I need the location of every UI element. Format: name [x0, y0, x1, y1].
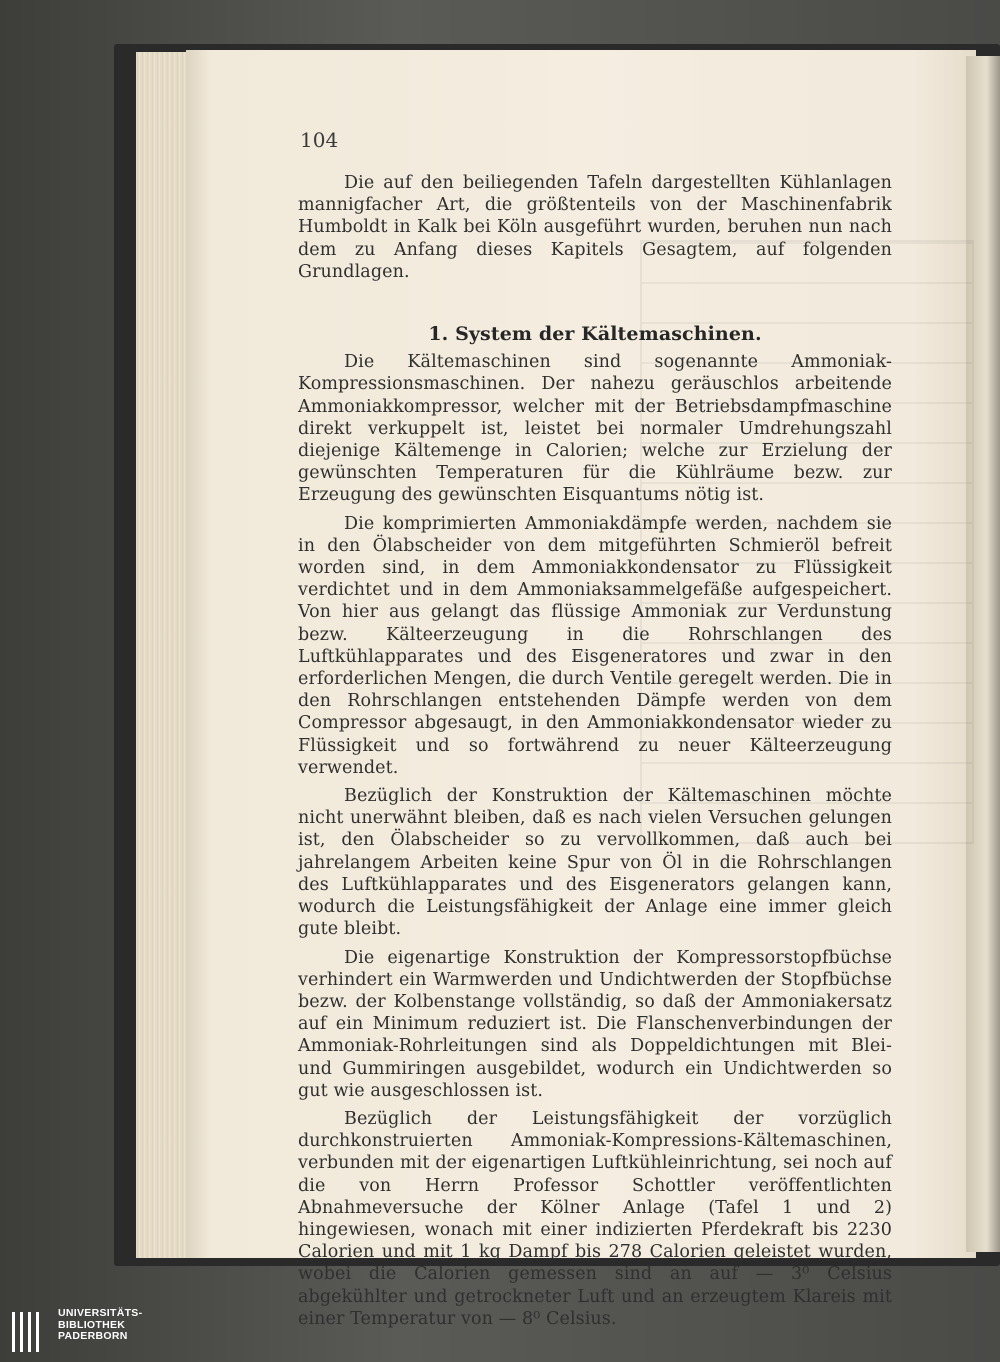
page-number: 104	[300, 128, 339, 152]
logo-line-2: BIBLIOTHEK	[58, 1318, 126, 1331]
library-logo-text	[58, 1308, 142, 1343]
paragraph-5: Bezüglich der Leistungsfähigkeit der vorzüglich durchkonstruierten Ammoniak-Kompressions-Kältemaschinen, verbunden mit der eigenartigen Luftkühleinrichtung, sei noch auf die von Herrn Professor Schottler veröffentlichten Abnahmeversuche der Kölner Anlage (Tafel 1 und 2) hingewiesen, wonach mit einer indizierten Pferdekraft bis 2230 Calorien und mit 1 kg Dampf bis 278 Calorien geleistet wurden, wobei die Calorien gemessen sind an auf — 3⁰ Celsius abgekühlter und getrockneter Luft und an erzeugtem Klareis mit einer Temperatur von — 8⁰ Celsius.	[298, 1108, 892, 1329]
paragraph-3: Bezüglich der Konstruktion der Kältemaschinen möchte nicht unerwähnt bleiben, daß es nach vielen Versuchen gelungen ist, den Ölabscheider so zu vervollkommen, daß auch bei jahrelangem Arbeiten keine Spur von Öl in die Rohrschlangen des Luftkühlapparates und des Eisgenerators gelangen kann, wodurch die Leistungsfähigkeit der Anlage eine immer gleich gute bleibt.	[298, 786, 892, 940]
library-logo-icon	[12, 1308, 50, 1352]
intro-paragraph: Die auf den beiliegenden Tafeln dargestellten Kühlanlagen mannigfacher Art, die größtenteils von der Maschinenfabrik Humboldt in Kalk bei Köln ausgeführt wurden, beruhen nun nach dem zu Anfang dieses Kapitels Gesagtem, auf folgenden Grundlagen.	[298, 173, 892, 282]
logo-line-3: PADERBORN	[58, 1330, 128, 1343]
paragraph-1: Die Kältemaschinen sind sogenannte Ammoniak-Kompressionsmaschinen. Der nahezu geräuschlos arbeitende Ammoniakkompressor, welcher mit der Betriebsdampfmaschine direkt verkuppelt ist, leistet bei normaler Umdrehungszahl diejenige Kältemenge in Calorien; welche zur Erzielung der gewünschten Temperaturen für die Kühlräume bezw. zur Erzeugung des gewünschten Eisquantums nötig ist.	[298, 352, 892, 506]
page-text	[298, 172, 892, 1330]
paragraph-4: Die eigenartige Konstruktion der Kompressorstopfbüchse verhindert ein Warmwerden und Undichtwerden der Stopfbüchse bezw. der Kolbenstange vollständig, so daß der Ammoniakersatz auf ein Minimum reduziert ist. Die Flanschenverbindungen der Ammoniak-Rohrleitungen sind als Doppeldichtungen mit Blei- und Gummiringen ausgebildet, wodurch ein Undichtwerden so gut wie ausgeschlossen ist.	[298, 947, 892, 1101]
paragraph-2: Die komprimierten Ammoniakdämpfe werden, nachdem sie in den Ölabscheider von dem mitgeführten Schmieröl befreit worden sind, in dem Ammoniakkondensator zu Flüssigkeit verdichtet und in dem Ammoniaksammelgefäße aufgespeichert. Von hier aus gelangt das flüssige Ammoniak zur Verdunstung bezw. Kälteerzeugung in die Rohrschlangen des Luftkühlapparates und des Eisgeneratores und zwar in den erforderlichen Mengen, die durch Ventile geregelt werden. Die in den Rohrschlangen entstehenden Dämpfe werden von dem Compressor abgesaugt, in den Ammoniakkondensator wieder zu Flüssigkeit und so fortwährend zu neuer Kälteerzeugung verwendet.	[298, 513, 892, 778]
section-heading: 1. System der Kältemaschinen.	[428, 323, 762, 346]
library-logo	[12, 1308, 142, 1352]
logo-line-1: UNIVERSITÄTS-	[58, 1307, 143, 1319]
